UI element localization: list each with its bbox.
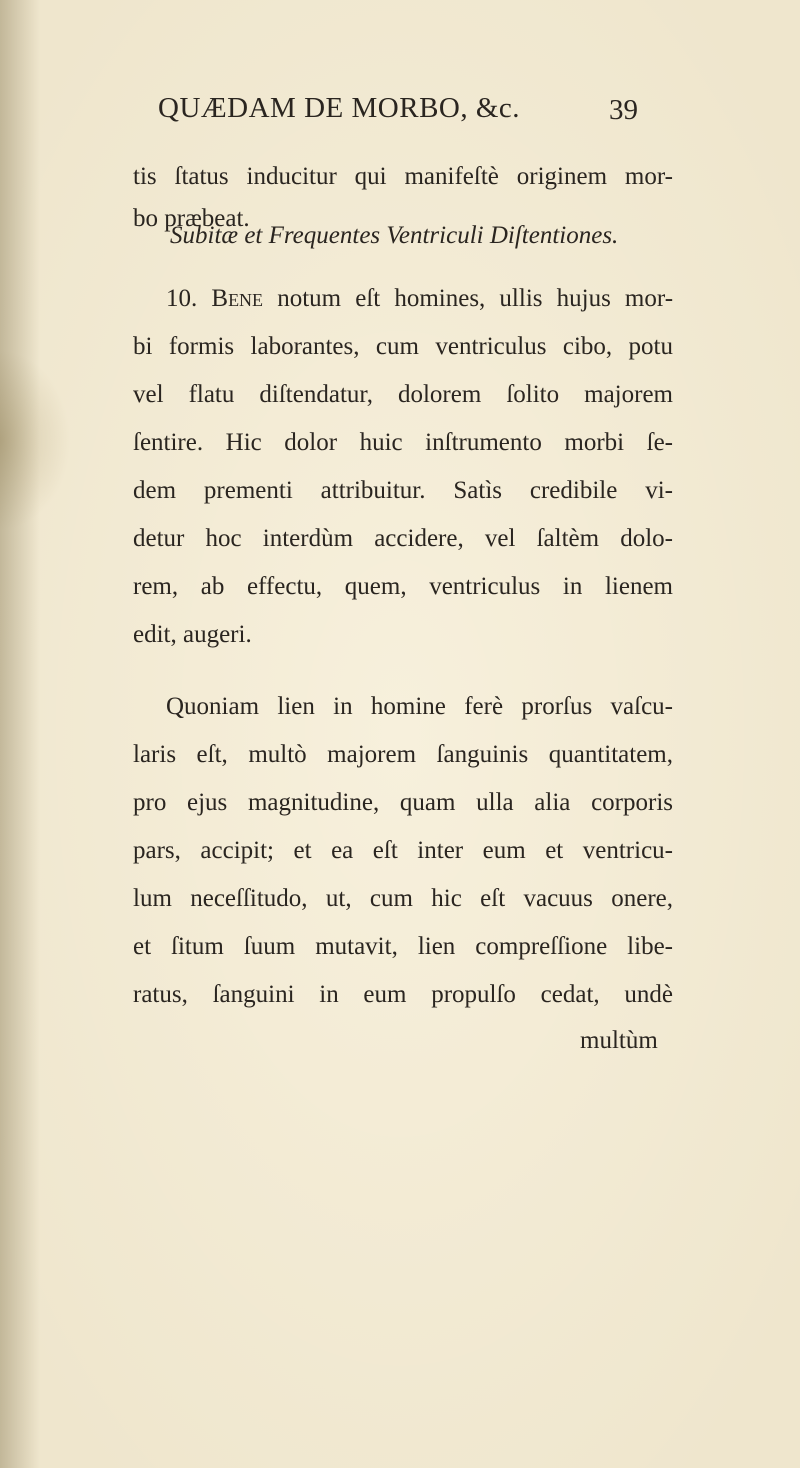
running-title: QUÆDAM DE MORBO, &c. xyxy=(158,92,521,124)
text-line: dem prementi attribuitur. Satìs credibile vi- xyxy=(133,477,673,504)
paragraph-first-word: Bene xyxy=(211,285,264,312)
text-line: pro ejus magnitudine, quam ulla alia corporis xyxy=(133,789,673,816)
text-line: tis ſtatus inducitur qui manifeſtè originem mor- xyxy=(133,163,673,190)
text-line: ratus, ſanguini in eum propulſo cedat, undè xyxy=(133,981,673,1008)
paragraph-number: 10. xyxy=(166,285,198,312)
text-line: rem, ab effectu, quem, ventriculus in lienem xyxy=(133,573,673,600)
paragraph-first-line-rest: notum eſt homines, ullis hujus mor- xyxy=(277,285,674,312)
text-line: bi formis laborantes, cum ventriculus cibo, potu xyxy=(133,333,673,360)
text-line: pars, accipit; et ea eſt inter eum et ventricu- xyxy=(133,837,673,864)
text-line: lum neceſſitudo, ut, cum hic eſt vacuus onere, xyxy=(133,885,673,912)
page-number: 39 xyxy=(609,94,638,126)
text-line: laris eſt, multò majorem ſanguinis quantitatem, xyxy=(133,741,673,768)
text-line: et ſitum ſuum mutavit, lien compreſſione libe- xyxy=(133,933,673,960)
page-edge-shadow xyxy=(0,0,40,1468)
text-line: vel flatu diſtendatur, dolorem ſolito majorem xyxy=(133,381,673,408)
running-header xyxy=(158,92,638,136)
catchword: multùm xyxy=(580,1027,658,1054)
text-line: ſentire. Hic dolor huic inſtrumento morbi ſe- xyxy=(133,429,673,456)
section-heading: Subitæ et Frequentes Ventriculi Diſtentiones. xyxy=(170,222,619,249)
text-line: edit, augeri. xyxy=(133,621,252,648)
text-line: bo præbeat. xyxy=(133,205,250,232)
text-line: Quoniam lien in homine ferè prorſus vaſcu- xyxy=(166,693,673,720)
paragraph-first-line xyxy=(166,283,673,315)
text-line: detur hoc interdùm accidere, vel ſaltèm dolo- xyxy=(133,525,673,552)
